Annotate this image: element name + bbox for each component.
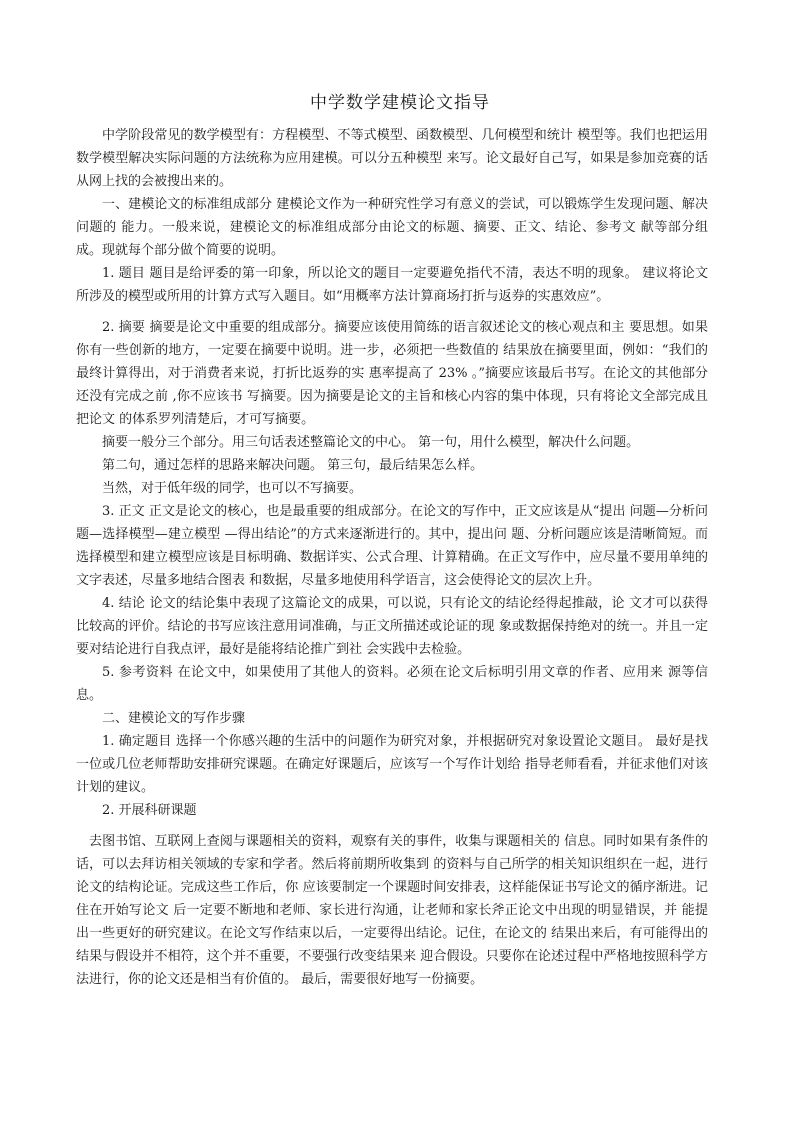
paragraph: 1. 确定题目 选择一个你感兴趣的生活中的问题作为研究对象，并根据研究对象设置论文题目。 最好是找一位或几位老师帮助安排研究课题。在确定好课题后，应该写一个写作计划给 指导老师看看，并征求他们对该计划的建议。 (76, 734, 708, 795)
paragraph: 一、建模论文的标准组成部分 建模论文作为一种研究性学习有意义的尝试，可以锻炼学生发现问题、解决问题的 能力。一般来说，建模论文的标准组成部分由论文的标题、摘要、正文、结论、参考文 献等部分组成。现就每个部分做个简要的说明。 (76, 197, 708, 258)
paragraph: 2. 开展科研课题 (102, 803, 197, 818)
paragraph: 3. 正文 正文是论文的核心，也是最重要的组成部分。在论文的写作中，正文应该是从“提出 问题—分析问题—选择模型—建立模型 —得出结论”的方式来逐渐进行的。其中，提出问 题、分析问题应该是清晰简短。而选择模型和建立模型应该是目标明确、数据详实、公式合理、计算精确。在正文写作中，应尽量不要用单纯的文字表述，尽量多地结合图表 和数据，尽量多地使用科学语言，这会使得论文的层次上升。 (76, 504, 708, 588)
document-body (76, 124, 708, 991)
paragraph: 4. 结论 论文的结论集中表现了这篇论文的成果，可以说，只有论文的结论经得起推敲，论 文才可以获得比较高的评价。结论的书写应该注意用词准确，与正文所描述或论证的现 象或数据保持绝对的统一。并且一定要对结论进行自我点评，最好是能将结论推广到社 会实践中去检验。 (76, 596, 708, 657)
paragraph: 1. 题目 题目是给评委的第一印象，所以论文的题目一定要避免指代不清，表达不明的现象。 建议将论文所涉及的模型或所用的计算方式写入题目。如“用概率方法计算商场打折与返券的实惠效应”。 (76, 266, 708, 304)
document-title: 中学数学建模论文指导 (310, 93, 490, 113)
paragraph: 当然，对于低年级的同学，也可以不写摘要。 (102, 481, 363, 496)
paragraph: 去图书馆、互联网上查阅与课题相关的资料，观察有关的事件，收集与课题相关的 信息。同时如果有条件的话，可以去拜访相关领域的专家和学者。然后将前期所收集到 的资料与自己所学的相关知识组织在一起，进行论文的结构论证。完成这些工作后，你 应该要制定一个课题时间安排表，这样能保证书写论文的循序渐进。记住在开始写论文 后一定要不断地和老师、家长进行沟通，让老师和家长斧正论文中出现的明显错误，并 能提出一些更好的研究建议。在论文写作结束以后，一定要得出结论。记住，在论文的 结果出来后，有可能得出的结果与假设并不相符，这个并不重要，不要强行改变结果来 迎合假设。只要你在论述过程中严格地按照科学方法进行，你的论文还是相当有价值的。 最后，需要很好地写一份摘要。 (76, 834, 708, 987)
paragraph: 中学阶段常见的数学模型有：方程模型、不等式模型、函数模型、几何模型和统计 模型等。我们也把运用数学模型解决实际问题的方法统称为应用建模。可以分五种模型 来写。论文最好自己写，如果是参加竞赛的话从网上找的会被搜出来的。 (76, 128, 708, 189)
paragraph: 5. 参考资料 在论文中，如果使用了其他人的资料。必须在论文后标明引用文章的作者、应用来 源等信息。 (76, 665, 708, 703)
paragraph: 摘要一般分三个部分。用三句话表述整篇论文的中心。 第一句，用什么模型，解决什么问题。 (102, 435, 640, 450)
paragraph: 二、建模论文的写作步骤 (102, 711, 246, 726)
paragraph: 第二句，通过怎样的思路来解决问题。 第三句，最后结果怎么样。 (102, 458, 484, 473)
paragraph: 2. 摘要 摘要是论文中重要的组成部分。摘要应该使用简练的语言叙述论文的核心观点和主 要思想。如果你有一些创新的地方，一定要在摘要中说明。进一步，必须把一些数值的 结果放在摘要里面，例如：“我们的最终计算得出，对于消费者来说，打折比返券的实 惠率提高了 23% 。”摘要应该最后书写。在论文的其他部分还没有完成之前 ,你不应该书 写摘要。因为摘要是论文的主旨和核心内容的集中体现，只有将论文全部完成且把论文 的体系罗列清楚后，才可写摘要。 (76, 320, 708, 427)
